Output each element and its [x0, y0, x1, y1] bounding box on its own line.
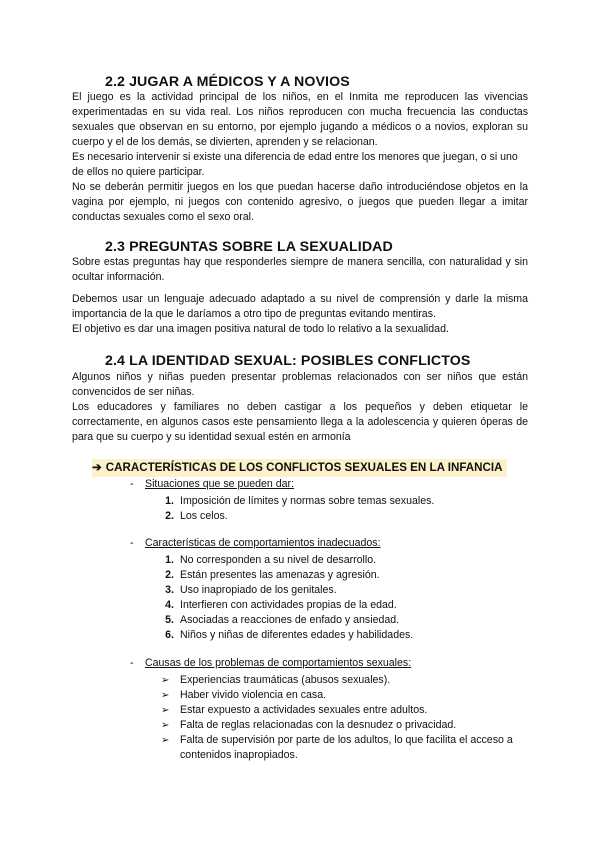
list-item: ➢ Estar expuesto a actividades sexuales entre adultos. — [161, 704, 428, 716]
arrowhead-bullet-icon: ➢ — [161, 735, 170, 746]
arrowhead-bullet-icon: ➢ — [161, 690, 170, 701]
paragraph: Los educadores y familiares no deben castigar a los pequeños y deben etiquetar le correctamente, en algunos casos este pensamiento llega a la adolescencia y quieren óperas de para que su cuerpo y su identidad sexual estén en armonía — [72, 401, 528, 443]
paragraph: Es necesario intervenir si existe una diferencia de edad entre los menores que juegan, o si uno de ellos no quiere participar. — [72, 151, 518, 178]
situaciones-title — [130, 477, 530, 492]
paragraph: Sobre estas preguntas hay que responderles siempre de manera sencilla, con naturalidad y sin ocultar información. — [72, 256, 528, 283]
caracteristicas-title — [130, 536, 530, 551]
list-item: 3. Uso inapropiado de los genitales. — [165, 584, 337, 596]
causas-section — [130, 656, 530, 763]
list-item: 1. Imposición de límites y normas sobre temas sexuales. — [165, 495, 435, 507]
arrow-right-icon: ➔ — [92, 461, 102, 474]
dash-bullet: - — [130, 478, 134, 490]
situaciones-list — [130, 494, 530, 524]
caracteristicas-title-text: Características de comportamientos inadecuados: — [145, 537, 381, 549]
arrowhead-bullet-icon: ➢ — [161, 675, 170, 686]
heading-2-3: 2.3 PREGUNTAS SOBRE LA SEXUALIDAD — [105, 239, 393, 255]
section-2-2-body — [72, 90, 528, 225]
dash-bullet: - — [130, 657, 134, 669]
paragraph: No se deberán permitir juegos en los que puedan hacerse daño introduciéndose objetos en la vagina por ejemplo, ni juegos con contenido agresivo, o juegos que pueden llegar a imitar conductas sexuales como el sexo oral. — [72, 181, 528, 223]
list-item: 1. No corresponden a su nivel de desarrollo. — [165, 554, 377, 566]
paragraph: Debemos usar un lenguaje adecuado adaptado a su nivel de comprensión y darle la misma importancia de la que le daríamos a otro tipo de preguntas evitando mentiras. — [72, 293, 528, 320]
list-item: 2. Están presentes las amenazas y agresión. — [165, 569, 380, 581]
list-item: ➢ Haber vivido violencia en casa. — [161, 689, 327, 701]
list-item: 6. Niños y niñas de diferentes edades y habilidades. — [165, 629, 414, 641]
paragraph: El objetivo es dar una imagen positiva natural de todo lo relativo a la sexualidad. — [72, 323, 449, 335]
causas-title-text: Causas de los problemas de comportamientos sexuales: — [145, 657, 412, 669]
conflicts-heading-text: CARACTERÍSTICAS DE LOS CONFLICTOS SEXUALES EN LA INFANCIA — [105, 461, 503, 474]
heading-2-2: 2.2 JUGAR A MÉDICOS Y A NOVIOS — [105, 74, 350, 90]
list-item: ➢ Experiencias traumáticas (abusos sexuales). — [161, 674, 391, 686]
situaciones-title-text: Situaciones que se pueden dar: — [145, 478, 295, 490]
caracteristicas-section — [130, 536, 530, 643]
dash-bullet: - — [130, 537, 134, 549]
section-2-3-body — [72, 255, 528, 337]
list-item: ➢ Falta de supervisión por parte de los adultos, lo que facilita el acceso a contenidos inapropiados. — [161, 734, 513, 761]
arrowhead-bullet-icon: ➢ — [161, 705, 170, 716]
conflicts-heading — [92, 459, 507, 477]
list-item: 5. Asociadas a reacciones de enfado y ansiedad. — [165, 614, 400, 626]
section-2-4-body — [72, 370, 528, 445]
list-item: 4. Interfieren con actividades propias de la edad. — [165, 599, 397, 611]
arrowhead-bullet-icon: ➢ — [161, 720, 170, 731]
list-item: ➢ Falta de reglas relacionadas con la desnudez o privacidad. — [161, 719, 457, 731]
paragraph: Algunos niños y niñas pueden presentar problemas relacionados con ser niños que están convencidos de ser niñas. — [72, 371, 528, 398]
caracteristicas-list — [130, 553, 530, 643]
causas-list — [130, 673, 530, 763]
heading-2-4: 2.4 LA IDENTIDAD SEXUAL: POSIBLES CONFLICTOS — [105, 353, 471, 369]
situaciones-section — [130, 477, 530, 524]
paragraph: El juego es la actividad principal de los niños, en el Inmita me reproducen las vivencias experimentadas en su vida real. Los niños reproducen con mucha frecuencia las conductas sexuales que observan en su entorno, por ejemplo jugando a médicos o a novios, exploran su cuerpo y el de los demás, se divierten, aprenden y se relacionan. — [72, 91, 528, 148]
list-item: 2. Los celos. — [165, 510, 228, 522]
causas-title — [130, 656, 530, 671]
